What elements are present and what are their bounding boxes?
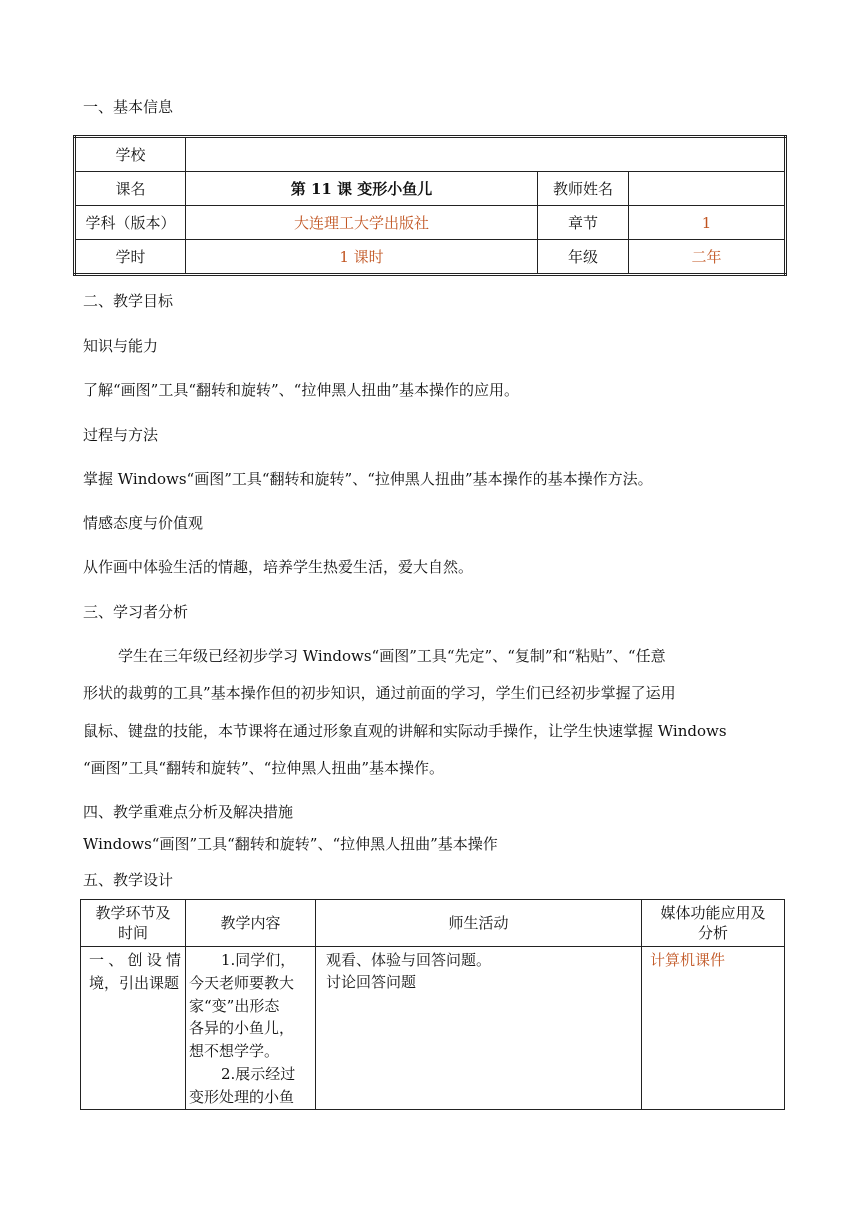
header-content: 教学内容: [186, 900, 316, 947]
header-media: [642, 900, 785, 947]
learner-line-1: 学生在三年级已经初步学习 Windows“画图”工具“先定”、“复制”和“粘贴”、“任意: [118, 647, 666, 665]
grade-label: 年级: [538, 240, 629, 275]
teacher-label: 教师姓名: [538, 172, 629, 206]
key-points-text: Windows“画图”工具“翻转和旋转”、“拉伸黑人扭曲”基本操作: [83, 835, 498, 853]
section-heading-basic-info: 一、基本信息: [83, 98, 174, 116]
emotion-text: 从作画中体验生活的情趣，培养学生热爱生活，爱大自然。: [83, 558, 474, 576]
process-title: 过程与方法: [83, 426, 159, 444]
section-heading-design: 五、教学设计: [83, 871, 174, 889]
section-heading-learner-analysis: 三、学习者分析: [83, 603, 189, 621]
chapter-value: 1: [629, 206, 786, 240]
basic-info-table: [73, 135, 787, 276]
activity-line: 讨论回答问题: [326, 973, 417, 991]
design-table: [80, 899, 785, 1110]
learner-line-4: “画图”工具“翻转和旋转”、“拉伸黑人扭曲”基本操作。: [83, 759, 445, 777]
subject-value: 大连理工大学出版社: [186, 206, 538, 240]
header-stage-line2: 时间: [117, 924, 148, 942]
header-activity: 师生活动: [316, 900, 642, 947]
hours-label: 学时: [75, 240, 186, 275]
course-value: 第 11 课 变形小鱼儿: [186, 172, 538, 206]
chapter-label: 章节: [538, 206, 629, 240]
stage-cell: 一、创设情境，引出课题: [81, 947, 186, 1110]
table-row: [75, 206, 786, 240]
content-cell: [186, 947, 316, 1110]
header-stage-line1: 教学环节及: [95, 904, 171, 922]
content-line: 1.同学们，: [221, 951, 296, 969]
media-cell: 计算机课件: [642, 947, 785, 1110]
table-header-row: [81, 900, 785, 947]
activity-line: 观看、体验与回答问题。: [326, 951, 492, 969]
learner-line-2: 形状的裁剪的工具”基本操作但的初步知识，通过前面的学习，学生们已经初步掌握了运用: [83, 684, 676, 702]
knowledge-title: 知识与能力: [83, 337, 159, 355]
content-line: 各异的小鱼儿，: [189, 1019, 295, 1038]
table-row: [75, 240, 786, 275]
course-label: 课名: [75, 172, 186, 206]
process-text: 掌握 Windows“画图”工具“翻转和旋转”、“拉伸黑人扭曲”基本操作的基本操作方法。: [83, 470, 653, 488]
content-line: 家“变”出形态: [189, 996, 280, 1015]
school-label: 学校: [75, 137, 186, 172]
header-media-line1: 媒体功能应用及: [660, 904, 766, 922]
school-value: [186, 137, 786, 172]
hours-value: 1 课时: [186, 240, 538, 275]
table-row: [75, 172, 786, 206]
grade-value: 二年: [629, 240, 786, 275]
content-line: 2.展示经过: [221, 1064, 296, 1083]
content-line: 想不想学学。: [189, 1042, 280, 1061]
section-heading-objectives: 二、教学目标: [83, 292, 174, 310]
knowledge-text: 了解“画图”工具“翻转和旋转”、“拉伸黑人扭曲”基本操作的应用。: [83, 381, 520, 399]
emotion-title: 情感态度与价值观: [83, 514, 204, 532]
learner-line-3: 鼠标、键盘的技能，本节课将在通过形象直观的讲解和实际动手操作，让学生快速掌握 Windows: [83, 722, 727, 740]
table-row: [75, 137, 786, 172]
content-line: 今天老师要教大: [189, 973, 295, 992]
section-heading-key-points: 四、教学重难点分析及解决措施: [83, 803, 294, 821]
table-row: [81, 947, 785, 1110]
content-line: 变形处理的小鱼: [189, 1087, 295, 1106]
header-stage: [81, 900, 186, 947]
subject-label: 学科（版本）: [75, 206, 186, 240]
teacher-value: [629, 172, 786, 206]
activity-cell: [316, 947, 642, 1110]
header-media-line2: 分析: [697, 924, 728, 942]
